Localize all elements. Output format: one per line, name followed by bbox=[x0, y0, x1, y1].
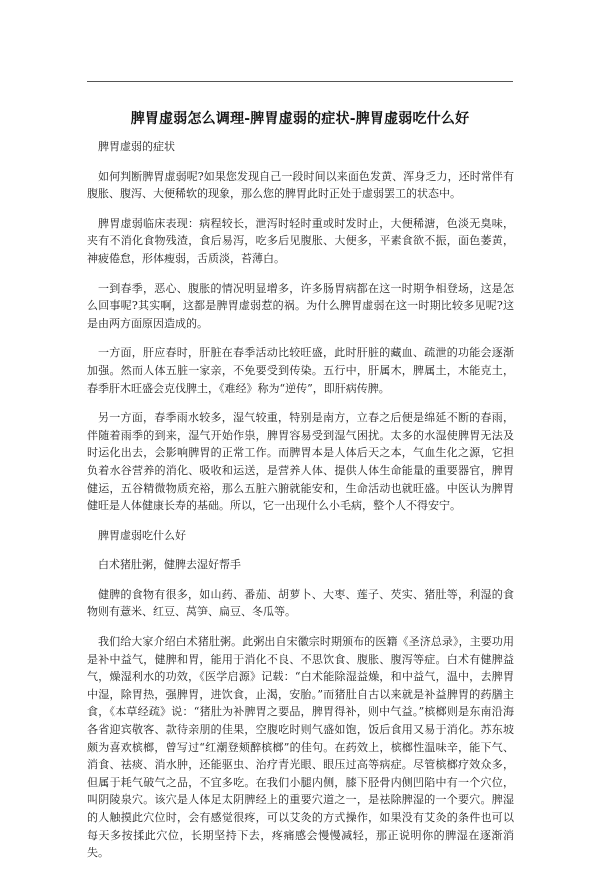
header-rule bbox=[87, 81, 513, 82]
document-body bbox=[87, 138, 514, 874]
paragraph: 一方面，肝应春时，肝脏在春季活动比较旺盛，此时肝脏的藏血、疏泄的功能会逐渐加强。然而人体五脏一家亲，不免要受到传染。五行中，肝属木，脾属土，木能克土，春季肝木旺盛会克伐脾土，《难经》称为“逆传”，即肝病传脾。 bbox=[87, 346, 514, 395]
paragraph: 脾胃虚弱临床表现：病程较长，泄泻时轻时重或时发时止，大便稀溏，色淡无臭味，夹有不消化食物残渣，食后易泻，吃多后见腹胀、大便多，平素食欲不振，面色萎黄，神疲倦怠，形体瘦弱，舌质淡，苔薄白。 bbox=[87, 216, 514, 265]
section-diet bbox=[87, 527, 514, 862]
paragraph: 健脾的食物有很多，如山药、番茄、胡萝卜、大枣、莲子、芡实、猪肚等，利湿的食物则有薏米、红豆、莴笋、扁豆、冬瓜等。 bbox=[87, 587, 514, 619]
section-symptoms bbox=[87, 138, 514, 515]
paragraph: 一到春季，恶心、腹胀的情况明显增多，许多肠胃病都在这一时期争相登场，这是怎么回事呢?其实啊，这都是脾胃虚弱惹的祸。为什么脾胃虚弱在这一时期比较多见呢?这是由两方面原因造成的。 bbox=[87, 281, 514, 330]
section-heading: 脾胃虚弱的症状 bbox=[98, 140, 175, 153]
section-heading: 脾胃虚弱吃什么好 bbox=[98, 528, 186, 542]
paragraph: 我们给大家介绍白术猪肚粥。此粥出自宋徽宗时期颁布的医籍《圣济总录》，主要功用是补中益气，健脾和胃，能用于消化不良、不思饮食、腹胀、腹泻等症。白术有健脾益气，燥湿利水的功效，《医学启源》记载：“白术能除湿益燥，和中益气，温中，去脾胃中湿，除胃热，强脾胃，进饮食，止渴，安胎。”而猪肚自古以来就是补益脾胃的药膳主食，《本草经疏》说：“猪肚为补脾胃之要品，脾胃得补，则中气益。”槟榔则是东南沿海各省迎宾敬客、款待亲朋的佳果，空腹吃时则气盛如饱，饭后食用又易于消化。苏东坡颇为喜欢槟榔，曾写过“红潮登颊醉槟榔”的佳句。在药效上，槟榔性温味辛，能下气、消食、祛痰、消水肿，还能驱虫、治疗青光眼、眼压过高等病症。尽管槟榔疗效众多，但属于耗气破气之品，不宜多吃。在我们小腿内侧，膝下胫骨内侧凹陷中有一个穴位，叫阴陵泉穴。该穴是人体足太阴脾经上的重要穴道之一，是祛除脾湿的一个要穴。脾湿的人触摸此穴位时，会有感觉很疼，可以艾灸的方式操作，如果没有艾灸的条件也可以每天多按揉此穴位，长期坚持下去，疼痛感会慢慢减轻，那正说明你的脾湿在逐渐消失。 bbox=[87, 635, 514, 860]
document-title: 脾胃虚弱怎么调理-脾胃虚弱的症状-脾胃虚弱吃什么好 bbox=[130, 111, 470, 127]
paragraph: 白术猪肚粥，健脾去湿好帮手 bbox=[98, 558, 241, 572]
paragraph: 另一方面，春季雨水较多，湿气较重，特别是南方，立春之后便是绵延不断的春雨，伴随着雨季的到来，湿气开始作祟，脾胃容易受到湿气困扰。太多的水湿使脾胃无法及时运化出去，会影响脾胃的正常工作。而脾胃本是人体后天之本，气血生化之源，它担负着水谷营养的消化、吸收和运送，是营养人体、提供人体生命能量的重要器官，脾胃健运，五谷精微物质充裕，那么五脏六腑就能安和，生命活动也就旺盛。中医认为脾胃健旺是人体健康长寿的基础。所以，它一出现什么小毛病，整个人不得安宁。 bbox=[87, 411, 514, 513]
paragraph: 如何判断脾胃虚弱呢?如果您发现自己一段时间以来面色发黄、浑身乏力，还时常伴有腹胀、腹泻、大便稀软的现象，那么您的脾胃此时正处于虚弱罢工的状态中。 bbox=[87, 169, 514, 201]
